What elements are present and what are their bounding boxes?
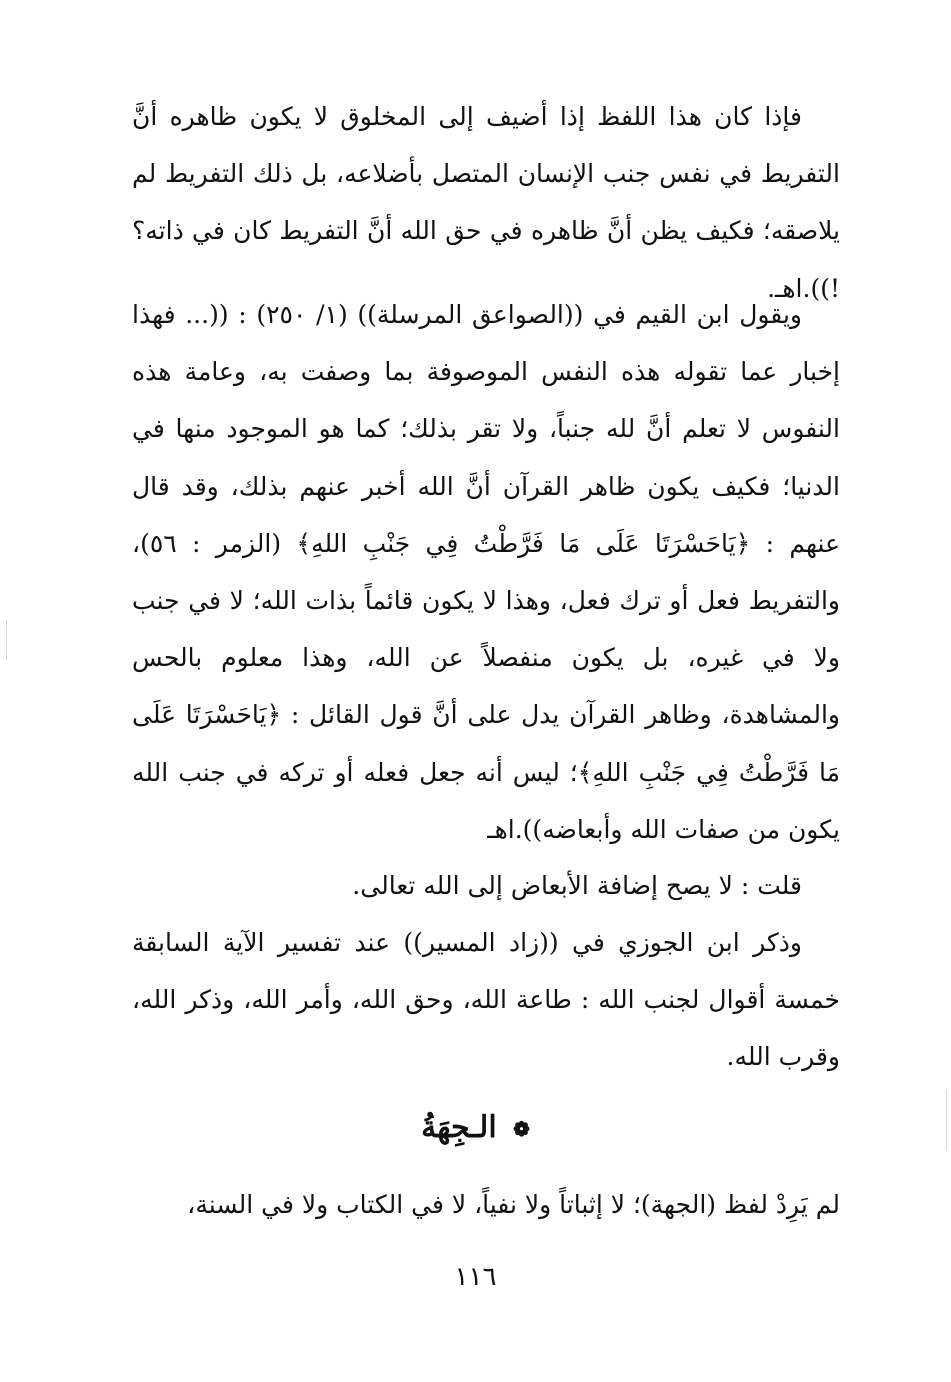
scan-margin-mark-right xyxy=(946,1090,947,1150)
text-block-5 xyxy=(150,1176,840,1233)
section-heading-title: الـجِهَةُ xyxy=(421,1110,497,1145)
paragraph-4: وذكر ابن الجوزي في ((زاد المسير)) عند تفسير الآية السابقة خمسة أقوال لجنب الله : طاعة الله، وحق الله، وأمر الله، وذكر الله، وقرب الله. xyxy=(132,928,840,1072)
text-block-4 xyxy=(132,914,840,1086)
page-number: ١١٦ xyxy=(454,1262,497,1292)
text-block-2 xyxy=(132,286,840,858)
text-block-1 xyxy=(132,88,840,317)
text-block-3 xyxy=(132,857,840,914)
paragraph-5: لم يَرِدْ لفظ (الجهة)؛ لا إثباتاً ولا نفياً، لا في الكتاب ولا في السنة، xyxy=(187,1190,840,1219)
scan-margin-mark-left xyxy=(6,620,7,660)
paragraph-2: ويقول ابن القيم في ((الصواعق المرسلة)) (١/ ٢٥٠) : ((... فهذا إخبار عما تقوله هذه النفس الموصوفة بما وصفت به، وعامة هذه النفوس لا تعلم أنَّ لله جنباً، ولا تقر بذلك؛ كما هو الموجود منها في الدنيا؛ فكيف يكون ظاهر القرآن أنَّ الله أخبر عنهم بذلك، وقد قال عنهم : ﴿يَاحَسْرَتَا عَلَى مَا فَرَّطْتُ فِي جَنْبِ اللهِ﴾ (الزمر : ٥٦)، والتفريط فعل أو ترك فعل، وهذا لا يكون قائماً بذات الله؛ لا في جنب ولا في غيره، بل يكون منفصلاً عن الله، وهذا معلوم بالحس والمشاهدة، وظاهر القرآن يدل على أنَّ قول القائل : ﴿يَاحَسْرَتَا عَلَى مَا فَرَّطْتُ فِي جَنْبِ اللهِ﴾؛ ليس أنه جعل فعله أو تركه في جنب الله يكون من صفات الله وأبعاضه)).اهـ xyxy=(132,300,840,844)
paragraph-1: فإذا كان هذا اللفظ إذا أضيف إلى المخلوق لا يكون ظاهره أنَّ التفريط في نفس جنب الإنسان المتصل بأضلاعه، بل ذلك التفريط لم يلاصقه؛ فكيف يظن أنَّ ظاهره في حق الله أنَّ التفريط كان في ذاته؟ !)).اهـ. xyxy=(132,102,840,303)
flower-icon: ❁ xyxy=(513,1117,530,1141)
paragraph-3: قلت : لا يصح إضافة الأبعاض إلى الله تعالى. xyxy=(352,871,802,900)
section-heading xyxy=(0,1108,951,1149)
